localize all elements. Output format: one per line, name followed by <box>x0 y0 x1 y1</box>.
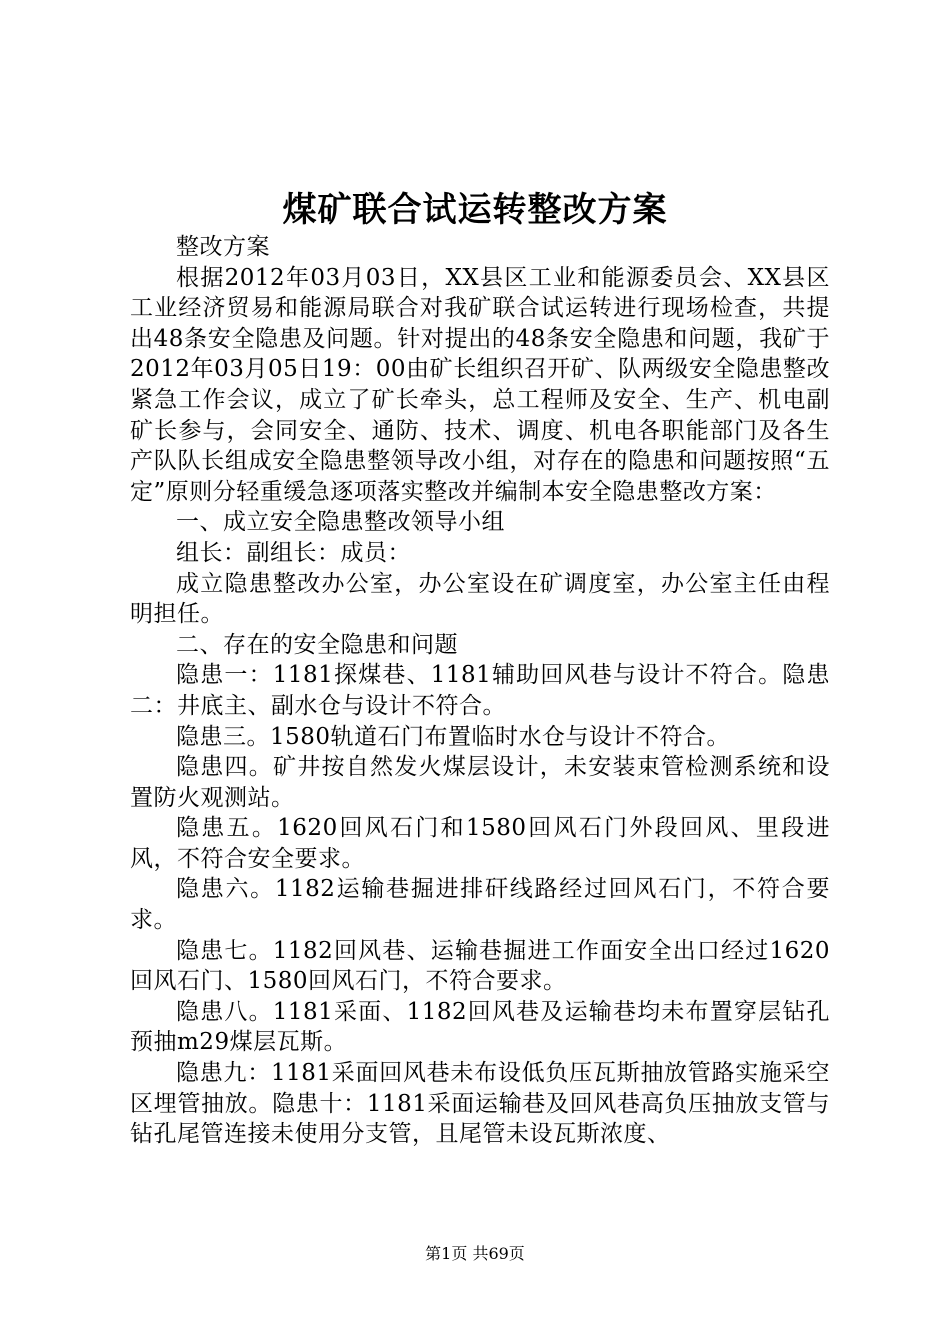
document-body <box>130 232 830 1150</box>
page-footer: 第1页 共69页 <box>425 1244 525 1263</box>
paragraph: 隐患六。1182运输巷掘进排矸线路经过回风石门，不符合要求。 <box>130 876 830 934</box>
paragraph: 隐患四。矿井按自然发火煤层设计，未安装束管检测系统和设置防火观测站。 <box>130 754 830 811</box>
paragraph: 一、成立安全隐患整改领导小组 <box>176 509 505 536</box>
paragraph: 组长：副组长：成员： <box>176 539 411 566</box>
paragraph: 隐患一：1181探煤巷、1181辅助回风巷与设计不符合。隐患二：井底主、副水仓与设计不符合。 <box>130 662 830 719</box>
paragraph: 二、存在的安全隐患和问题 <box>176 631 458 658</box>
paragraph: 隐患九：1181采面回风巷未布设低负压瓦斯抽放管路实施采空区埋管抽放。隐患十：1181采面运输巷及回风巷高负压抽放支管与钻孔尾管连接未使用分支管，且尾管未设瓦斯浓度、 <box>130 1060 830 1148</box>
paragraph: 隐患三。1580轨道石门布置临时水仓与设计不符合。 <box>176 723 731 750</box>
paragraph: 隐患八。1181采面、1182回风巷及运输巷均未布置穿层钻孔预抽m29煤层瓦斯。 <box>130 998 830 1056</box>
paragraph: 隐患五。1620回风石门和1580回风石门外段回风、里段进风，不符合安全要求。 <box>130 815 830 872</box>
paragraph: 隐患七。1182回风巷、运输巷掘进工作面安全出口经过1620回风石门、1580回风石门，不符合要求。 <box>130 937 830 995</box>
document-title: 煤矿联合试运转整改方案 <box>282 190 668 230</box>
paragraph: 成立隐患整改办公室，办公室设在矿调度室，办公室主任由程明担任。 <box>130 570 830 628</box>
paragraph: 整改方案 <box>176 234 270 260</box>
paragraph: 根据2012年03月03日，XX县区工业和能源委员会、XX县区工业经济贸易和能源局联合对我矿联合试运转进行现场检查，共提出48条安全隐患及问题。针对提出的48条安全隐患和问题，我矿于2012年03月05日19：00由矿长组织召开矿、队两级安全隐患整改紧急工作会议，成立了矿长牵头，总工程师及安全、生产、机电副矿长参与，会同安全、通防、技术、调度、机电各职能部门及各生产队队长组成安全隐患整领导改小组，对存在的隐患和问题按照“五定”原则分轻重缓急逐项落实整改并编制本安全隐患整改方案： <box>130 264 830 505</box>
